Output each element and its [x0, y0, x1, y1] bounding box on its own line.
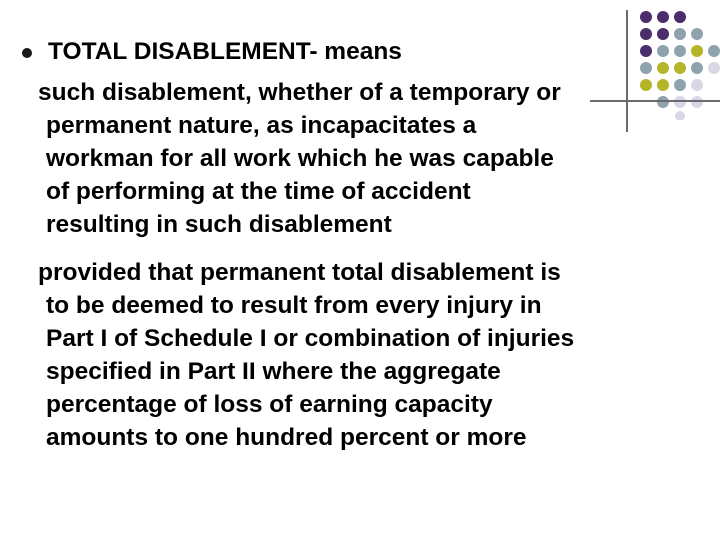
bullet-line: such disablement, whether of a temporary or: [38, 79, 561, 106]
bullet-line: workman for all work which he was capable: [46, 145, 554, 172]
bullet-line: specified in Part II where the aggregate: [46, 358, 501, 385]
bullet-line: of performing at the time of accident: [46, 178, 471, 205]
decorative-vertical-line: [626, 10, 628, 132]
bullet-line: Part I of Schedule I or combination of injuries: [46, 325, 575, 352]
bullet-line: permanent nature, as incapacitates a: [46, 112, 477, 139]
bullet-line: provided that permanent total disablement is: [38, 259, 561, 286]
bullet-line: percentage of loss of earning capacity: [46, 391, 493, 418]
bullet-line: amounts to one hundred percent or more: [46, 424, 527, 451]
bullet-dot-icon: [22, 48, 32, 58]
decorative-horizontal-line: [590, 100, 720, 102]
bullet-line: to be deemed to result from every injury in: [46, 292, 542, 319]
decorative-dot-grid: [620, 8, 720, 120]
bullet-heading: TOTAL DISABLEMENT- means: [48, 38, 402, 65]
bullet-line: resulting in such disablement: [46, 211, 392, 238]
